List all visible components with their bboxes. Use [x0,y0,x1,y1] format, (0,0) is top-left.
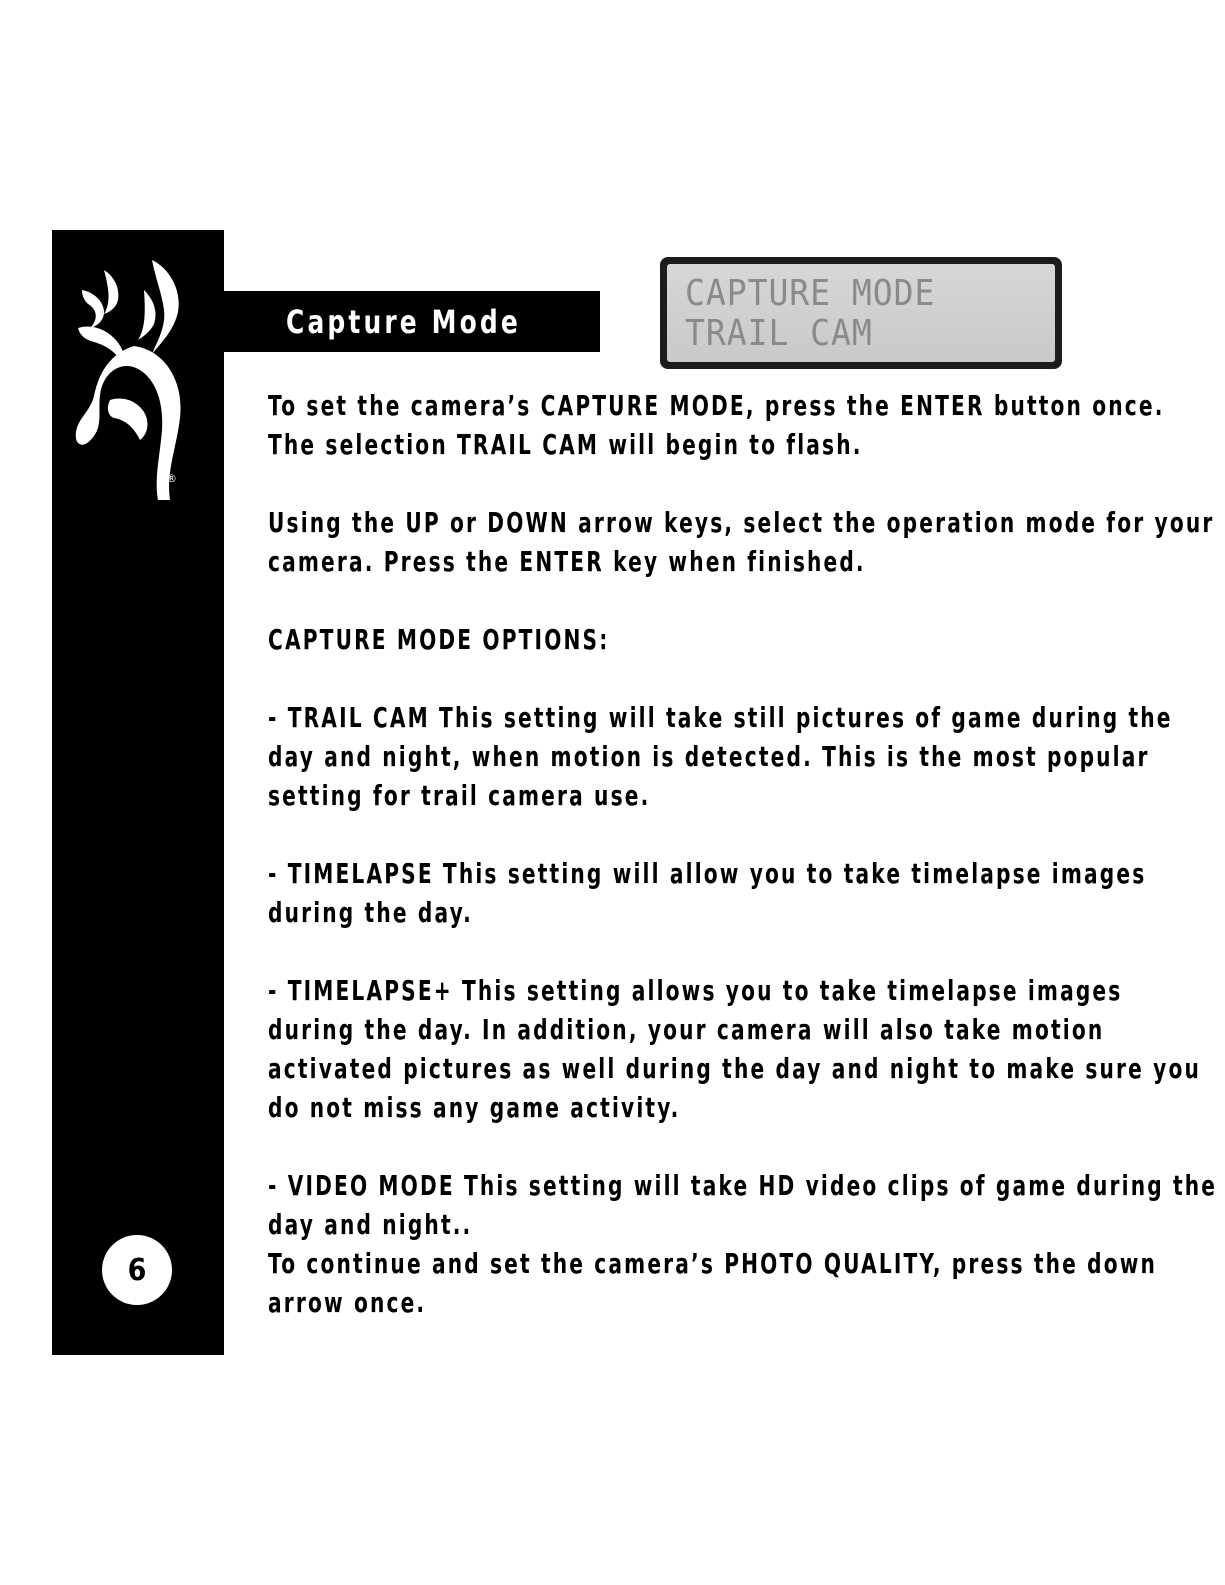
option-video-mode [268,1166,1219,1244]
option-description: This setting will allow you to take timelapse images during the day. [268,857,1147,929]
option-trail-cam [268,698,1219,815]
option-timelapse [268,854,1219,932]
body-content [268,386,1218,1322]
sidebar [52,230,224,1355]
lcd-line-2: TRAIL CAM [685,313,873,354]
lcd-display [660,257,1062,369]
lcd-screen [667,264,1055,362]
page-number-badge: 6 [102,1235,172,1305]
intro-paragraph-2: Using the UP or DOWN arrow keys, select the operation mode for your camera. Press the ENTER key when finished. [268,506,1215,578]
page-title: Capture Mode [286,302,521,341]
buckmark-logo-icon [74,250,194,500]
option-name: - TRAIL CAM [268,701,430,734]
intro-paragraph-1: To set the camera’s CAPTURE MODE, press the ENTER button once. The selection TRAIL CAM will begin to flash. [268,389,1165,461]
lcd-line-1: CAPTURE MODE [685,273,936,314]
option-name: - VIDEO MODE [268,1169,455,1202]
option-timelapse-plus [268,971,1219,1127]
option-description: This setting allows you to take timelapse images during the day. In addition, your camera will also take motion activated pictures as well during the day and night to make sure you do not miss any game activity. [268,974,1201,1124]
registered-mark: ® [166,472,177,485]
option-description: This setting will take HD video clips of game during the day and night.. [268,1169,1218,1241]
section-title-bar [224,291,600,352]
option-description: This setting will take still pictures of game during the day and night, when motion is detected. This is the most popular setting for trail camera use. [268,701,1173,812]
closing-paragraph: To continue and set the camera’s PHOTO QUALITY, press the down arrow once. [268,1247,1158,1319]
option-name: - TIMELAPSE [268,857,434,890]
options-heading: CAPTURE MODE OPTIONS: [268,623,610,656]
option-name: - TIMELAPSE+ [268,974,453,1007]
